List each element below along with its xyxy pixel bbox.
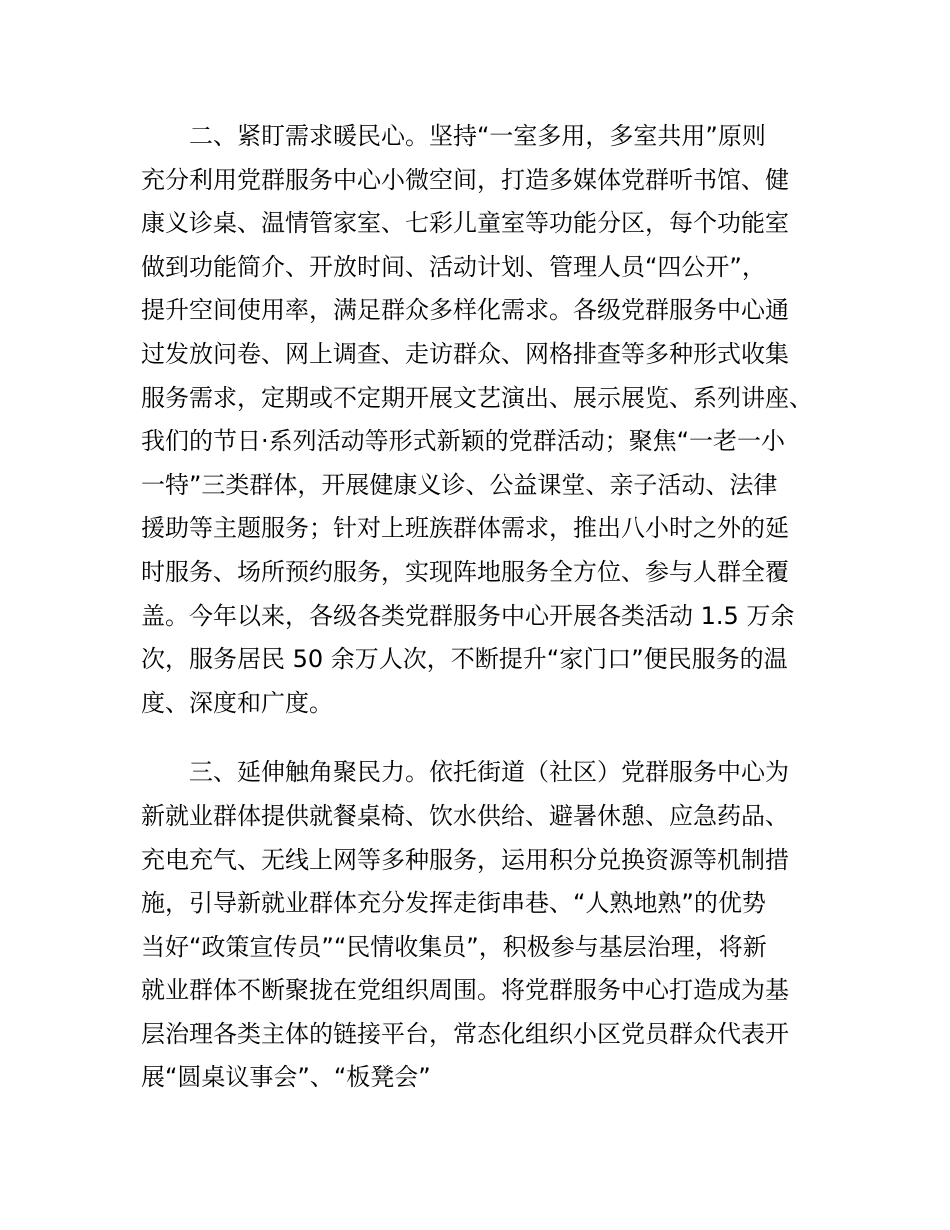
- text-line: 次，服务居民 50 余万人次，不断提升“家门口”便民服务的温: [141, 645, 788, 674]
- paragraph-demand: [141, 115, 821, 725]
- text-line: 层治理各类主体的链接平台，常态化组织小区党员群众代表开: [141, 1019, 789, 1048]
- text-line: 做到功能简介、开放时间、活动计划、管理人员“四公开”，: [141, 252, 766, 281]
- text-line: 提升空间使用率，满足群众多样化需求。各级党群服务中心通: [141, 296, 789, 325]
- text-line: 康义诊桌、温情管家室、七彩儿童室等功能分区，每个功能室: [141, 209, 789, 238]
- text-line: 一特”三类群体，开展健康义诊、公益课堂、亲子活动、法律: [141, 470, 778, 499]
- text-line: 时服务、场所预约服务，实现阵地服务全方位、参与人群全覆: [141, 557, 789, 586]
- text-line: 充电充气、无线上网等多种服务，运用积分兑换资源等机制措: [141, 845, 789, 874]
- text-line: 我们的节日·系列活动等形式新颖的党群活动；聚焦“一老一小: [141, 427, 786, 456]
- paragraph-spacer: [141, 725, 821, 751]
- text-line: 当好“政策宣传员”“民情收集员”，积极参与基层治理，将新: [141, 932, 767, 961]
- text-line: 三、延伸触角聚民力。依托街道（社区）党群服务中心为: [141, 758, 789, 787]
- text-line: 二、紧盯需求暖民心。坚持“一室多用，多室共用”原则: [141, 122, 766, 150]
- text-line: 施，引导新就业群体充分发挥走街串巷、“人熟地熟”的优势: [141, 889, 766, 918]
- text-line: 充分利用党群服务中心小微空间，打造多媒体党群听书馆、健: [141, 165, 789, 194]
- text-line: 盖。今年以来，各级各类党群服务中心开展各类活动 1.5 万余: [141, 601, 795, 630]
- document-body: [141, 115, 821, 1100]
- text-line: 就业群体不断聚拢在党组织周围。将党群服务中心打造成为基: [141, 976, 789, 1005]
- text-line: 援助等主题服务；针对上班族群体需求，推出八小时之外的延: [141, 514, 789, 543]
- text-line: 过发放问卷、网上调查、走访群众、网格排查等多种形式收集: [141, 339, 789, 368]
- text-line: 新就业群体提供就餐桌椅、饮水供给、避暑休憩、应急药品、: [141, 801, 789, 830]
- text-line: 展“圆桌议事会”、“板凳会”: [141, 1063, 431, 1092]
- text-line: 度、深度和广度。: [141, 688, 333, 717]
- text-line: 服务需求，定期或不定期开展文艺演出、展示展览、系列讲座、: [141, 383, 813, 412]
- paragraph-extend: [141, 751, 821, 1100]
